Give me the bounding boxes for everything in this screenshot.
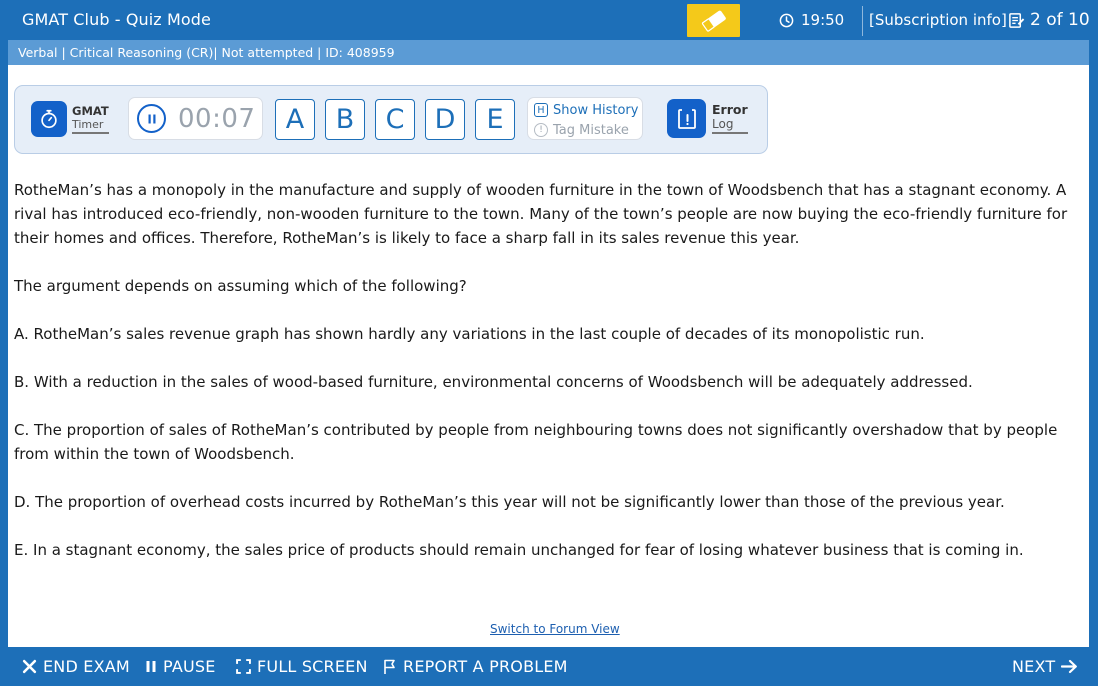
gmat-timer-label bbox=[72, 105, 109, 134]
fullscreen-icon bbox=[236, 659, 251, 674]
question-stimulus: RotheMan’s has a monopoly in the manufacture and supply of wooden furniture in the town of Woodsbench that has a stagnant economy. A rival has introduced eco-friendly, non-wooden furniture to the town. Many of the town’s people are now buying the eco-friendly furniture for their homes and offices. Therefore, RotheMan’s is likely to face a sharp fall in its sales revenue this year. bbox=[14, 181, 1068, 247]
answer-button-e[interactable]: E bbox=[475, 99, 515, 140]
tag-mistake-label: Tag Mistake bbox=[553, 122, 629, 138]
option-b: B. With a reduction in the sales of wood-based furniture, environmental concerns of Woodsbench will be adequately addressed. bbox=[14, 373, 973, 391]
question-info-bar: Verbal | Critical Reasoning (CR)| Not attempted | ID: 408959 bbox=[8, 40, 1089, 65]
show-history-button[interactable] bbox=[534, 101, 642, 119]
error-log-icon bbox=[667, 99, 706, 138]
pause-icon bbox=[146, 113, 158, 125]
clock-time: 19:50 bbox=[801, 11, 845, 29]
error-log-label bbox=[712, 103, 748, 134]
end-exam-label: END EXAM bbox=[43, 657, 130, 676]
exam-clock bbox=[779, 11, 844, 29]
question-counter bbox=[1008, 10, 1090, 30]
pause-timer-button[interactable] bbox=[137, 104, 166, 133]
error-log-button[interactable] bbox=[667, 99, 748, 138]
quiz-toolbar bbox=[14, 85, 768, 154]
question-prompt: The argument depends on assuming which of the following? bbox=[14, 277, 467, 295]
answer-button-c[interactable]: C bbox=[375, 99, 415, 140]
show-history-label: Show History bbox=[553, 102, 639, 118]
app-title: GMAT Club - Quiz Mode bbox=[22, 10, 211, 29]
subscription-info-link[interactable]: [Subscription info] bbox=[869, 11, 1007, 29]
clock-icon bbox=[779, 13, 794, 28]
option-e: E. In a stagnant economy, the sales price of products should remain unchanged for fear of losing whatever business that is coming in. bbox=[14, 541, 1024, 559]
full-screen-label: FULL SCREEN bbox=[257, 657, 368, 676]
switch-to-forum-view-link[interactable]: Switch to Forum View bbox=[490, 622, 620, 636]
full-screen-button[interactable] bbox=[236, 657, 368, 676]
top-bar bbox=[0, 0, 1098, 40]
question-body bbox=[14, 178, 1084, 586]
next-button[interactable] bbox=[1012, 657, 1078, 676]
error-log-label-top: Error bbox=[712, 102, 748, 117]
gmat-timer-label-bottom: Timer bbox=[72, 118, 109, 134]
eraser-button[interactable] bbox=[687, 4, 740, 37]
timer-value: 00:07 bbox=[178, 103, 256, 134]
header-divider bbox=[862, 6, 863, 36]
history-panel bbox=[527, 97, 643, 140]
pause-label: PAUSE bbox=[163, 657, 216, 676]
pause-icon bbox=[145, 660, 157, 673]
counter-text: 2 of 10 bbox=[1030, 10, 1090, 30]
answer-button-d[interactable]: D bbox=[425, 99, 465, 140]
answer-button-a[interactable]: A bbox=[275, 99, 315, 140]
answer-button-b[interactable]: B bbox=[325, 99, 365, 140]
pause-button[interactable] bbox=[145, 657, 216, 676]
gmat-timer-label-top: GMAT bbox=[72, 103, 109, 118]
gmat-timer-toggle[interactable] bbox=[31, 101, 109, 137]
tag-mistake-button[interactable] bbox=[534, 121, 642, 139]
stopwatch-icon bbox=[31, 101, 67, 137]
arrow-right-icon bbox=[1061, 659, 1078, 674]
close-icon bbox=[22, 659, 37, 674]
flag-icon bbox=[383, 659, 397, 675]
main-content bbox=[8, 65, 1089, 647]
notes-icon bbox=[1008, 12, 1025, 29]
error-log-label-bottom: Log bbox=[712, 117, 748, 134]
option-c: C. The proportion of sales of RotheMan’s contributed by people from neighbouring towns does not significantly overshadow that by people from within the town of Woodsbench. bbox=[14, 421, 1058, 463]
bottom-bar bbox=[0, 647, 1098, 686]
option-a: A. RotheMan’s sales revenue graph has shown hardly any variations in the last couple of decades of its monopolistic run. bbox=[14, 325, 925, 343]
end-exam-button[interactable] bbox=[22, 657, 130, 676]
report-problem-label: REPORT A PROBLEM bbox=[403, 657, 568, 676]
option-d: D. The proportion of overhead costs incurred by RotheMan’s this year will not be significantly lower than those of the previous year. bbox=[14, 493, 1005, 511]
report-problem-button[interactable] bbox=[383, 657, 568, 676]
eraser-icon bbox=[699, 10, 729, 32]
elapsed-timer bbox=[128, 97, 263, 140]
history-key-icon: H bbox=[534, 103, 548, 117]
info-icon: ! bbox=[534, 123, 548, 137]
next-label: NEXT bbox=[1012, 657, 1056, 676]
